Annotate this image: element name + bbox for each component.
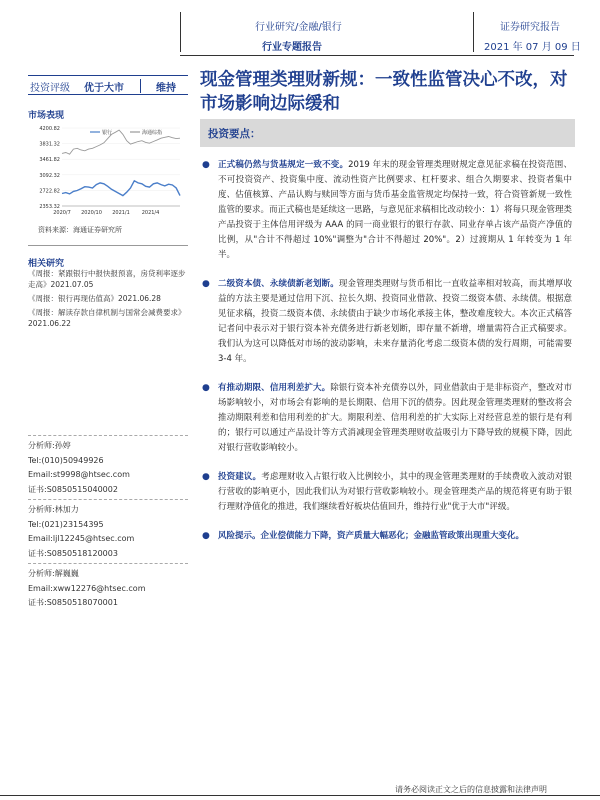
legend-label: 银行 [102,130,113,136]
header-rule [180,55,574,56]
header-brand: 证券研究报告 [500,22,560,33]
key-point [200,529,572,544]
bullet-icon: ● [202,531,210,541]
market-title: 市场表现 [28,111,65,121]
key-point-highlight: 投资建议。 [218,472,262,482]
key-points-list [200,158,572,558]
analyst-block [28,563,188,611]
x-tick-label: 2020/10 [81,210,102,216]
related-research-title: 相关研究 [28,259,65,269]
y-tick-label: 3461.82 [39,157,60,164]
header-divider-right [473,12,474,52]
chart-source: 资料来源：海通证券研究所 [38,226,122,234]
analyst-tel: Tel:(021)23154395 [28,519,104,529]
key-point-text: 现金管理类理财与货币相比一直收益率相对较高，而其增厚收益的方法主要是通过信用下沉、拉长久期、投资同业借款、投资二级资本债、永续债。根据意见征求稿，投资二级资本债、永续债由于缺少市场化承接主体，整改难度较大。本次正式稿答记者问中表示对于银行资本补充债务进行新老划断，即存量不新增，增量需符合正式稿要求。我们认为这可以降低对市场的波动影响，未来存量消化考虑二级资本债的发行周期，可能需要 3-4 年。 [218,279,572,364]
analyst-tel: Tel:(010)50949926 [28,455,104,465]
market-chart [28,122,188,217]
analyst-name: 分析师:林加力 [28,505,79,514]
analyst-name: 分析师:解巍巍 [28,569,79,578]
header-date: 2021 年 07 月 09 日 [484,42,581,53]
header-category: 行业研究/金融/银行 [255,22,342,33]
x-tick-label: 2020/7 [53,210,71,216]
key-points-title: 投资要点： [208,128,261,140]
key-point-text: 企业偿债能力下降，资产质量大幅恶化；金融监管政策出现重大变化。 [260,531,525,541]
y-tick-label: 3831.32 [39,141,60,148]
x-tick-label: 2021/4 [141,210,160,216]
bullet-icon: ● [202,160,210,170]
series-line-bank [62,181,180,196]
rating-hold: 维持 [156,83,176,94]
bullet-icon: ● [202,279,210,289]
sidebar-divider [28,245,188,246]
key-point-text: 考虑理财收入占银行收入比例较小，其中的现金管理类理财的手续费收入波动对银行营收的影响更小，因此我们认为对银行营收影响较小。现金管理类产品的规范将更有助于银行理财净值化的推进，我们继续看好板块估值回升，维持行业"优于大市"评级。 [218,472,572,512]
y-tick-label: 2722.82 [39,188,60,195]
key-point-highlight: 有推动期限、信用利差扩大。 [218,383,331,393]
related-item: 《周报：紧跟银行中报快报预喜，房贷利率逐步走高》2021.07.05 [28,269,186,289]
analyst-email[interactable]: Email:ljl12245@htsec.com [28,534,135,543]
rating-label: 投资评级 [30,83,70,94]
related-item: 《周报：银行再现估值高》2021.06.28 [28,294,161,303]
rating-divider [140,79,141,93]
related-item: 《周报：解读存款自律机制与国常会减费要求》2021.06.22 [28,308,186,328]
analyst-email[interactable]: Email:st9998@htsec.com [28,470,130,479]
market-chart-svg [28,122,188,217]
analyst-list [28,435,188,613]
analyst-block [28,499,188,561]
key-point-text: 2019 年末的现金管理类理财规定意见征求稿在投资范围、不可投资资产、投资集中度、流动性资产比例要求、杠杆要求、组合久期要求、投资者集中度、估值核算、产品认购与赎回等方面与货币基金监管规定均保持一致，符合资管新规一致性监管的要求。而正式稿也是延续这一思路，与意见征求稿相比改动较小：1）将每只现金管理类产品投资于主体信用评级为 AAA 的同一商业银行的银行存款、同业存单占该产品资产净值的比例，从"合计不得超过 10%"调整为"合计不得超过 20%"。2）过渡期从 1 年转变为 1 年半。 [218,160,572,260]
header-report-type: 行业专题报告 [262,42,322,53]
key-point [200,277,572,367]
legend-label: 海通综指 [142,130,163,136]
footer-disclaimer: 请务必阅读正文之后的信息披露和法律声明 [395,785,547,794]
analyst-name: 分析师:孙婷 [28,441,71,450]
key-point-highlight: 正式稿仍然与货基规定一致不变。 [218,160,349,170]
analyst-cert: 证书:S0850515040002 [28,484,118,494]
rating-box [28,75,188,95]
key-point [200,158,572,263]
key-point-highlight: 风险提示。 [218,531,261,541]
analyst-email[interactable]: Email:xww12276@htsec.com [28,583,146,593]
analyst-cert: 证书:S0850518070001 [28,598,118,607]
footer-rule [0,795,600,796]
key-point-text: 除银行资本补充债券以外，同业借款由于是非标资产，整改对市场影响较小，对市场会有影响的是长期限、信用下沉的债券。因此现金管理类理财的整改将会推动期限利差和信用利差的扩大。期限利差、信用利差的扩大实际上对经营息差的银行是有利的；银行可以通过产品设计等方式消减现金管理类理财收益吸引力下降导致的规模下降，因此对银行营收影响较小。 [218,383,572,453]
x-tick-label: 2021/1 [112,210,130,216]
y-tick-label: 3092.32 [39,172,60,179]
key-point-highlight: 二级资本债、永续债新老划断。 [218,279,339,289]
report-title: 现金管理类理财新规：一致性监管决心不改，对市场影响边际缓和 [200,70,568,114]
bullet-icon: ● [202,383,210,393]
y-tick-label: 2353.32 [39,204,60,210]
rating-value: 优于大市 [84,83,124,94]
key-point [200,470,572,515]
related-research-list [28,268,188,332]
key-point [200,381,572,456]
y-tick-label: 4200.82 [39,126,60,132]
analyst-block [28,435,188,497]
header-divider-left [180,12,181,52]
key-points-bar [200,119,575,147]
report-header [0,0,600,60]
bullet-icon: ● [202,472,210,482]
series-line-index [62,130,180,154]
analyst-cert: 证书:S0850518120003 [28,548,118,558]
